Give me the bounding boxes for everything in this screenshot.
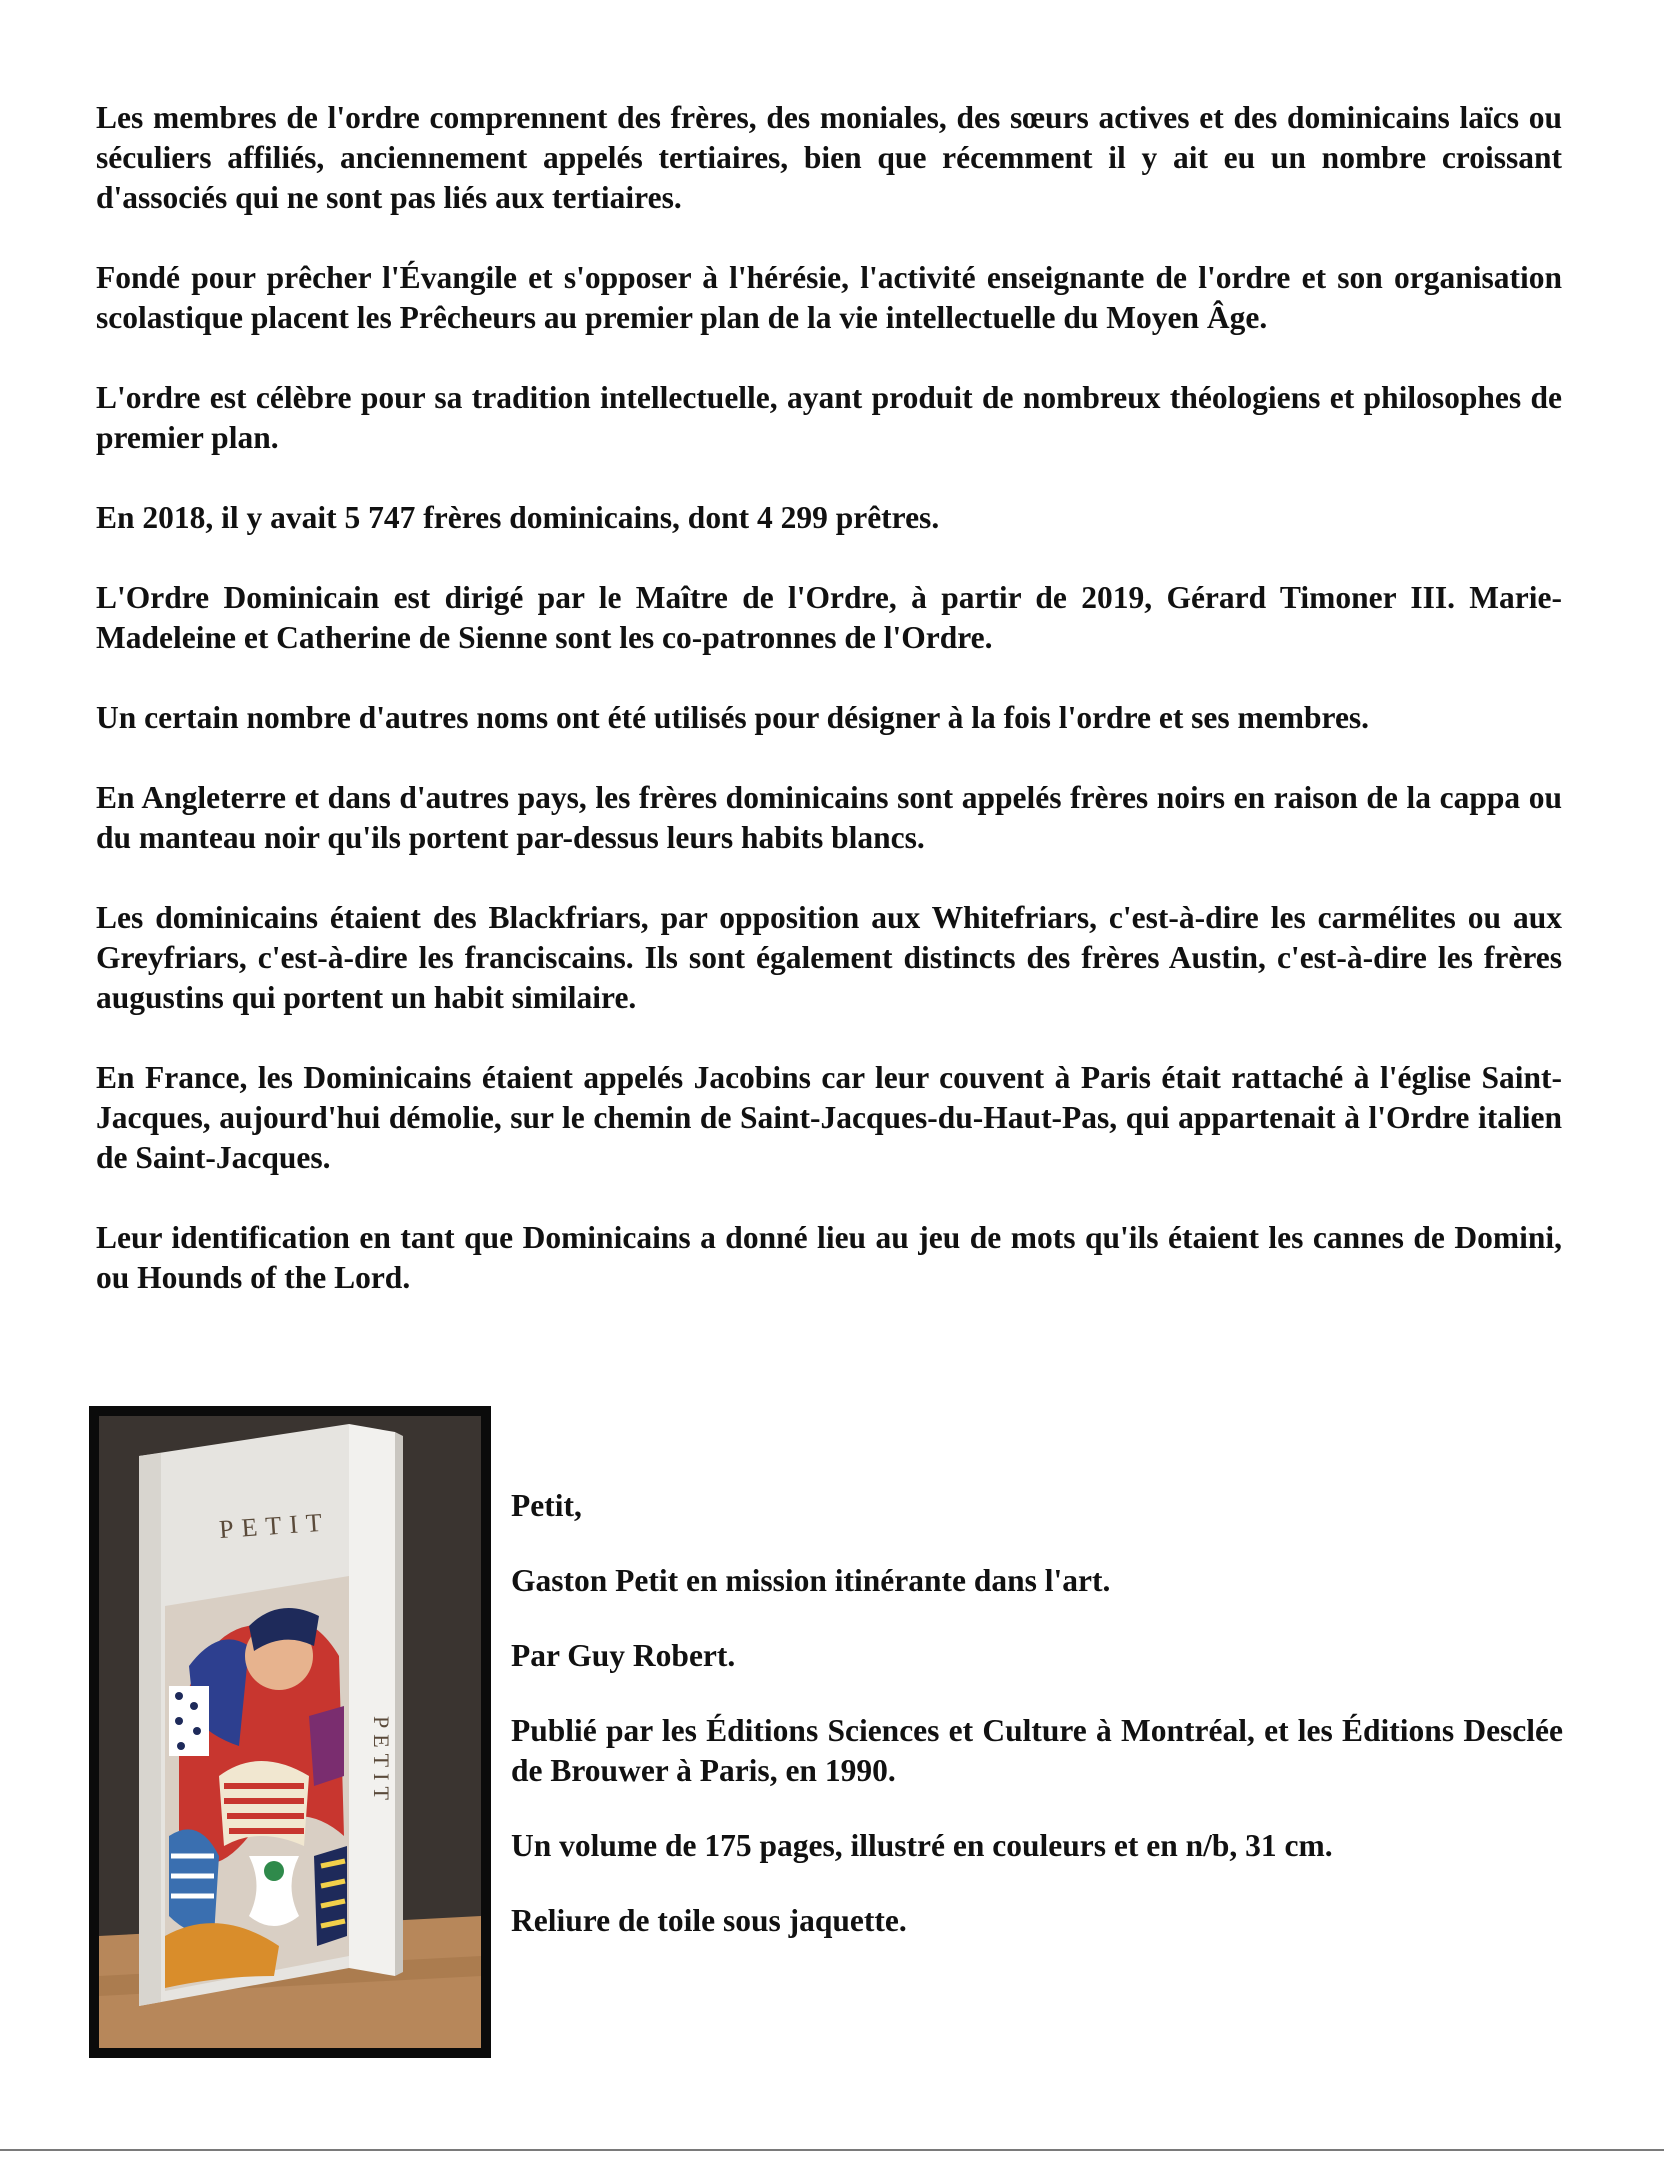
scan-edge-line bbox=[0, 2149, 1664, 2151]
paragraph: En 2018, il y avait 5 747 frères dominicains, dont 4 299 prêtres. bbox=[96, 500, 940, 535]
book-illustration bbox=[99, 1416, 481, 2048]
cover-title: PETIT bbox=[218, 1507, 331, 1545]
book-publisher: Publié par les Éditions Sciences et Culture à Montréal, et les Éditions Desclée de Brouwer à Paris, en 1990. bbox=[511, 1713, 1563, 1788]
book-description bbox=[511, 1486, 1563, 1976]
paragraph: Les dominicains étaient des Blackfriars, par opposition aux Whitefriars, c'est-à-dire les carmélites ou aux Greyfriars, c'est-à-dire les franciscains. Ils sont également distincts des frères Austin, c'est-à-dire les frères augustins qui portent un habit similaire. bbox=[96, 900, 1562, 1015]
paragraph: L'Ordre Dominicain est dirigé par le Maître de l'Ordre, à partir de 2019, Gérard Timoner III. Marie-Madeleine et Catherine de Sienne sont les co-patronnes de l'Ordre. bbox=[96, 580, 1562, 655]
paragraph: En Angleterre et dans d'autres pays, les frères dominicains sont appelés frères noirs en raison de la cappa ou du manteau noir qu'ils portent par-dessus leurs habits blancs. bbox=[96, 780, 1562, 855]
paragraph: L'ordre est célèbre pour sa tradition intellectuelle, ayant produit de nombreux théologiens et philosophes de premier plan. bbox=[96, 380, 1562, 455]
paragraph: Les membres de l'ordre comprennent des frères, des moniales, des sœurs actives et des dominicains laïcs ou séculiers affiliés, anciennement appelés tertiaires, bien que récemment il y ait eu un nombre croissant d'associés qui ne sont pas liés aux tertiaires. bbox=[96, 100, 1562, 215]
paragraph: En France, les Dominicains étaient appelés Jacobins car leur couvent à Paris était rattaché à l'église Saint-Jacques, aujourd'hui démolie, sur le chemin de Saint-Jacques-du-Haut-Pas, qui appartenait à l'Ordre italien de Saint-Jacques. bbox=[96, 1060, 1562, 1175]
paragraph: Un certain nombre d'autres noms ont été utilisés pour désigner à la fois l'ordre et ses membres. bbox=[96, 700, 1370, 735]
book-photo bbox=[89, 1406, 491, 2058]
paragraph: Leur identification en tant que Dominicains a donné lieu au jeu de mots qu'ils étaient les cannes de Domini, ou Hounds of the Lord. bbox=[96, 1220, 1562, 1295]
book-subtitle: Gaston Petit en mission itinérante dans l'art. bbox=[511, 1563, 1111, 1598]
spine-title: PETIT bbox=[369, 1716, 394, 1806]
cover-artwork bbox=[165, 1576, 349, 1991]
main-text bbox=[96, 98, 1562, 1338]
book-binding: Reliure de toile sous jaquette. bbox=[511, 1903, 907, 1938]
book-format: Un volume de 175 pages, illustré en couleurs et en n/b, 31 cm. bbox=[511, 1828, 1333, 1863]
paragraph: Fondé pour prêcher l'Évangile et s'opposer à l'hérésie, l'activité enseignante de l'ordre et son organisation scolastique placent les Prêcheurs au premier plan de la vie intellectuelle du Moyen Âge. bbox=[96, 260, 1562, 335]
book-title: Petit, bbox=[511, 1488, 582, 1523]
book-author: Par Guy Robert. bbox=[511, 1638, 736, 1673]
